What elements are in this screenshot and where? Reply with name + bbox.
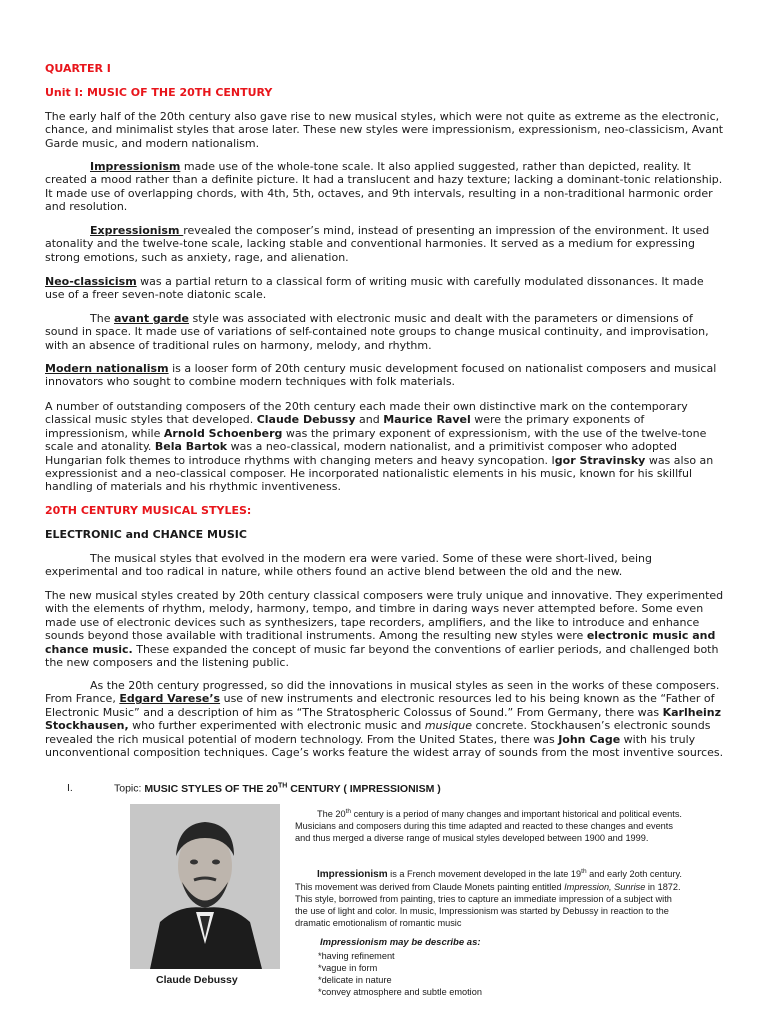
topic-numeral: I. [67, 782, 73, 794]
avant-garde-pre: The [90, 312, 114, 325]
neoclassicism-text: was a partial return to a classical form of writing music with carefully modulated dissonances. It made use of a freer seven-note diatonic scale. [45, 275, 704, 302]
side-p1-text-a: The 20 [317, 809, 346, 820]
composer-stravinsky: gor Stravinsky [554, 453, 646, 467]
electronic-p2-text-2: These expanded the concept of music far beyond the conventions of earlier periods, and challenged both the new composers and the listening public. [45, 642, 719, 670]
composers-text-5: was a neo-classical, modern nationalist, and a primitivist composer who adopted Hungarian folk themes to introduce rhythms with changing meters and heavy syncopation. I [45, 440, 677, 467]
side-p2-term: Impressionism [317, 869, 388, 881]
impressionism-paragraph [45, 160, 725, 214]
avant-garde-paragraph [45, 312, 725, 352]
composers-text-2: and [355, 413, 384, 427]
neoclassicism-term: Neo-classicism [45, 275, 137, 288]
electronic-p3-text-5: with his truly unconventional composition techniques. Cage’s works feature the widest array of sounds from the most inventive sources. [45, 732, 724, 760]
debussy-portrait-drawing [130, 804, 280, 969]
impressionism-term: Impressionism [90, 160, 181, 173]
composers-paragraph [45, 400, 725, 494]
trait-item: *vague in form [318, 963, 378, 973]
electronic-p3-text-4: concrete. Stockhausen’s electronic sounds revealed the rich musical potential of modern technology. From the United States, there was [45, 719, 711, 746]
side-p2-italic: Impression, Sunrise [564, 882, 646, 893]
electronic-heading: ELECTRONIC and CHANCE MUSIC [45, 528, 247, 541]
debussy-portrait [130, 804, 280, 969]
electronic-p3-text-3: who further experimented with electronic music and [128, 719, 425, 733]
side-p1-text-b: century is a period of many changes and important historical and political events. Musicians and composers during this time adapted and reacted to these changes and events and thus merged a diverse range of musical styles developed between 1900 and 1999. [295, 809, 682, 844]
electronic-paragraph-1: The musical styles that evolved in the modern era were varied. Some of these were short-lived, being experimental and too radical in nature, while others found an active blend between the old and the new. [45, 552, 653, 579]
side-p2-sup: th [581, 868, 587, 875]
trait-item: *having refinement [318, 951, 395, 961]
modern-nationalism-paragraph [45, 362, 725, 389]
expressionism-paragraph [45, 224, 725, 264]
impressionism-text: made use of the whole-tone scale. It also applied suggested, rather than depicted, reality. It created a mood rather than a definite picture. It had a translucent and hazy texture; lacking a dominant-tonic relationship. It made use of overlapping chords, with 4th, 5th, octaves, and 9th intervals, resulting in a non-traditional harmonic order and resolution. [45, 160, 723, 214]
side-paragraph-2 [295, 866, 685, 929]
electronic-p3-italic: musique [424, 719, 473, 733]
portrait-caption: Claude Debussy [156, 974, 238, 986]
composers-text-6: was also an expressionist and a neo-classical composer. He incorporated nationalistic elements in his music, known for his skillful handling of materials and his rhythmic inventiveness. [45, 453, 714, 494]
side-p1-sup: th [345, 808, 352, 815]
expressionism-term: Expressionism [90, 224, 184, 237]
composer-ravel: Maurice Ravel [383, 413, 471, 427]
neoclassicism-paragraph [45, 275, 725, 302]
composer-varese: Edgard Varese’s [119, 692, 221, 706]
composers-text-4: was the primary exponent of expressionism, with the use of the twelve-tone scale and atonality. [45, 426, 707, 454]
side-p2-text-3: in 1872. This style, borrowed from painting, tries to capture an immediate impression of a subject with the use of light and color. In music, Impressionism was started by Debussy in reaction to the dramatic emotionalism of romantic music [295, 882, 681, 929]
describe-heading: Impressionism may be describe as: [320, 937, 481, 948]
modern-nationalism-text: is a looser form of 20th century music development focused on nationalist composers and musical innovators who sought to combine modern techniques with folk materials. [45, 362, 717, 389]
avant-garde-text: style was associated with electronic music and dealt with the parameters or dimensions of sound in space. It made use of variations of self-contained note groups to change musical continuity, and improvisation, with an absence of traditional rules on harmony, melody, and rhythm. [45, 312, 709, 352]
electronic-paragraph-2 [45, 589, 725, 669]
topic-line [114, 782, 441, 795]
electronic-p2-bold: electronic music and chance music. [45, 629, 716, 656]
topic-title-sup: TH [277, 782, 288, 789]
electronic-paragraph-3 [45, 679, 725, 759]
composers-text-1: A number of outstanding composers of the 20th century each made their own distinctive mark on the contemporary classical music styles that developed. [45, 400, 688, 427]
intro-paragraph: The early half of the 20th century also gave rise to new musical styles, which were not quite as extreme as the electronic, chance, and minimalist styles that arose later. These new styles were impressionism, expressionism, neo-classicism, Avant Garde music, and modern nationalism. [45, 110, 724, 150]
composers-text-3: were the primary exponents of impressionism, while [45, 413, 645, 440]
electronic-p3-text-1: As the 20th century progressed, so did the innovations in musical styles as seen in the works of these composers. From France, [45, 679, 720, 706]
side-p2-text-2: and early 2oth century. This movement was derived from Claude Monets painting entitled [295, 869, 682, 893]
styles-heading: 20TH CENTURY MUSICAL STYLES: [45, 504, 252, 517]
quarter-heading: QUARTER I [45, 62, 111, 75]
trait-item: *convey atmosphere and subtle emotion [318, 987, 482, 997]
modern-nationalism-term: Modern nationalism [45, 362, 169, 375]
composer-schoenberg: Arnold Schoenberg [163, 426, 283, 440]
avant-garde-term: avant garde [113, 312, 189, 325]
traits-list [318, 950, 482, 998]
composer-bartok: Bela Bartok [154, 440, 228, 454]
trait-item: *delicate in nature [318, 975, 392, 985]
topic-title-b: CENTURY ( IMPRESSIONISM ) [287, 782, 441, 795]
composer-cage: John Cage [558, 732, 621, 746]
topic-title-a: MUSIC STYLES OF THE 20 [144, 782, 278, 795]
topic-label: Topic: [114, 782, 145, 795]
unit-title: Unit I: MUSIC OF THE 20TH CENTURY [45, 86, 273, 99]
side-p2-text-1: is a French movement developed in the late 19 [387, 869, 582, 880]
composer-debussy: Claude Debussy [256, 413, 356, 427]
side-paragraph-1 [295, 806, 685, 844]
expressionism-text: revealed the composer’s mind, instead of presenting an impression of the environment. It used atonality and the twelve-tone scale, lacking stable and conventional harmonies. It served as a medium for expressing strong emotions, such as anxiety, rage, and alienation. [45, 224, 710, 264]
composer-stockhausen: Karlheinz Stockhausen, [45, 705, 722, 733]
topic-title [144, 783, 440, 795]
electronic-p3-text-2: use of new instruments and electronic resources led to his being known as the “Father of Electronic Music” and a description of him as “The Stratospheric Colossus of Sound.” From Germany, there was [45, 692, 715, 719]
electronic-p2-text-1: The new musical styles created by 20th century classical composers were truly unique and innovative. They experimented with the elements of rhythm, melody, harmony, tempo, and timbre in daring ways never attempted before. Some even made use of electronic devices such as synthesizers, tape recorders, amplifiers, and the like to introduce and enhance sounds beyond those available with traditional instruments. Among the resulting new styles were [45, 589, 724, 643]
